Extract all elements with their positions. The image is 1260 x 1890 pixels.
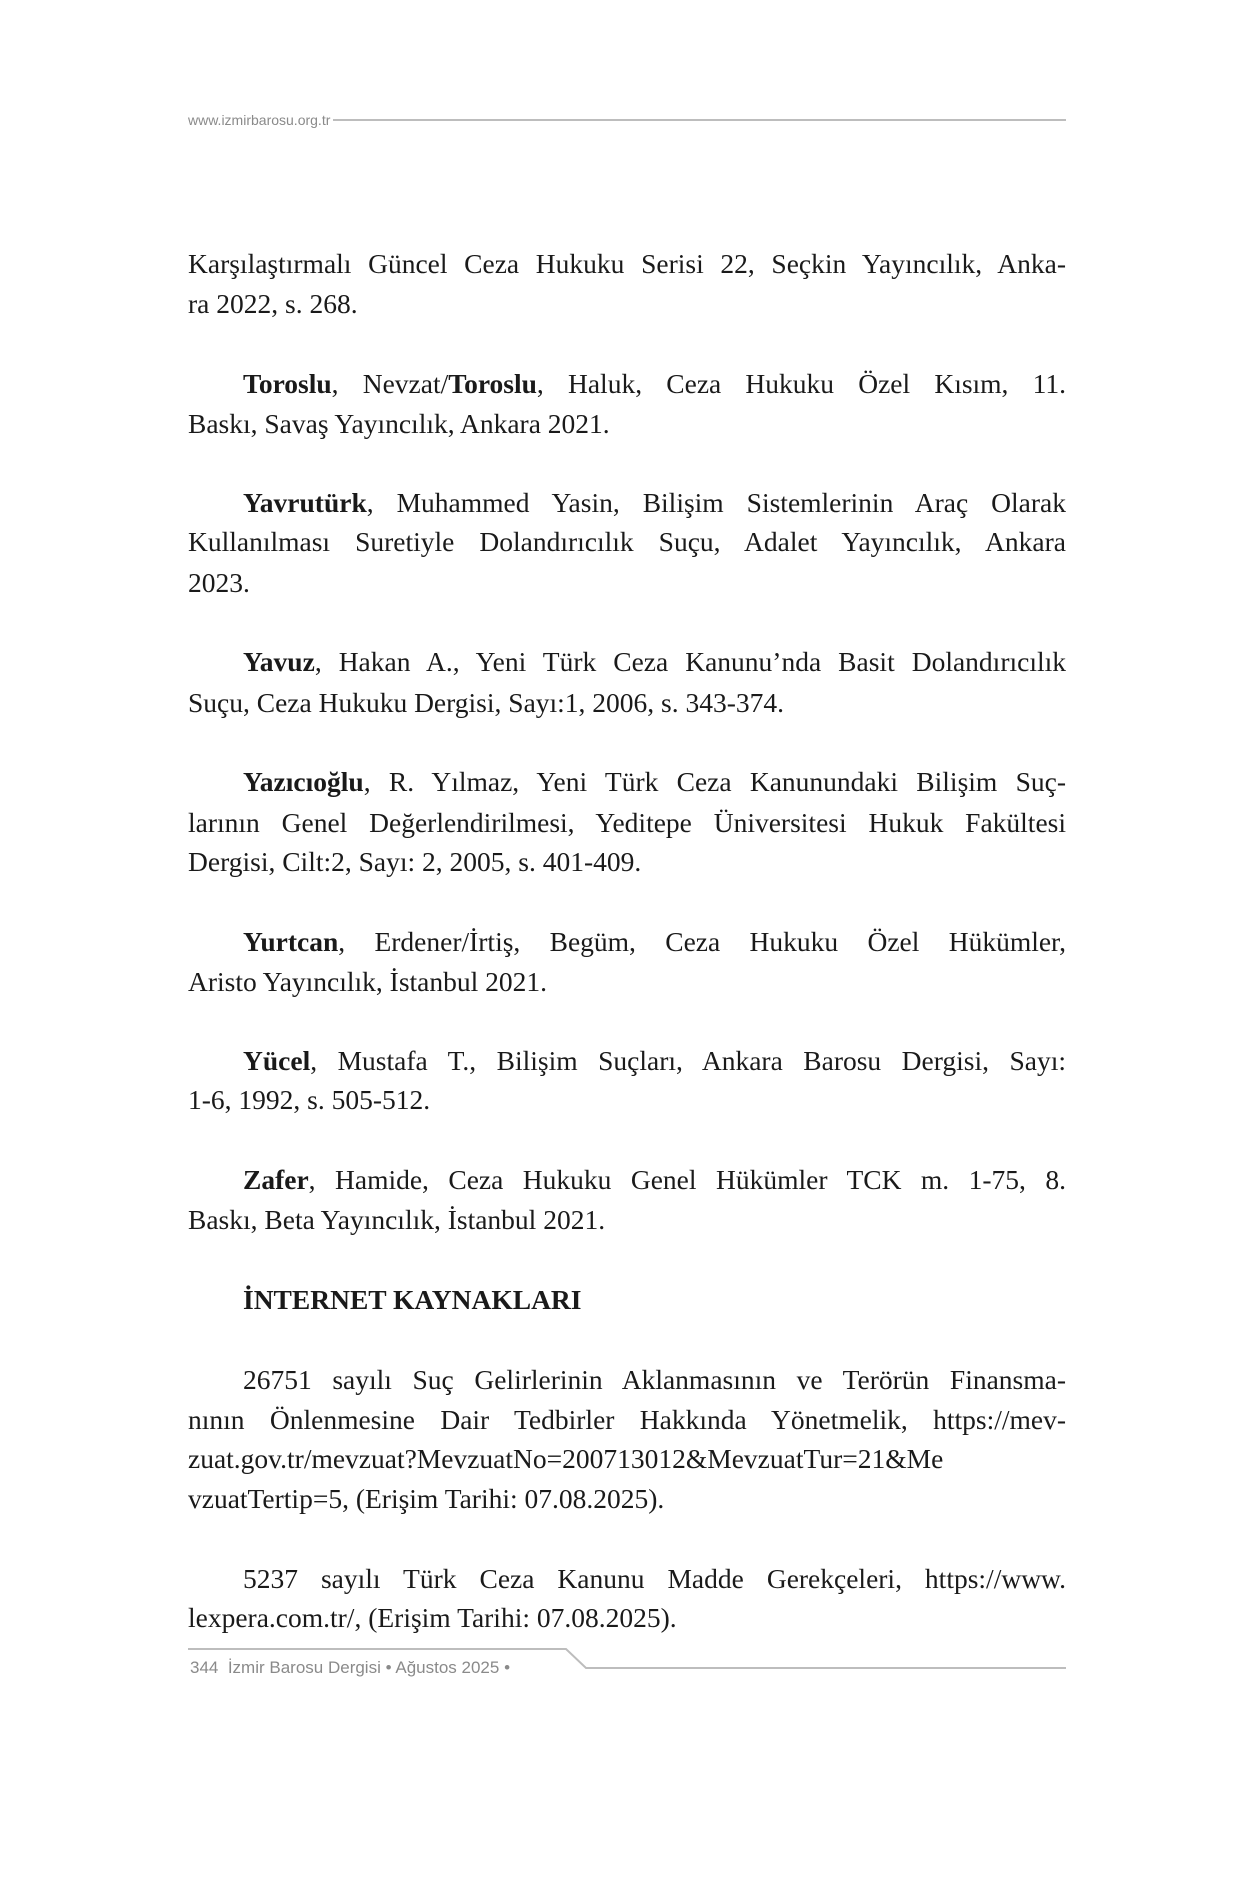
text-line <box>188 1080 1066 1120</box>
text-segment: Baskı, Savaş Yayıncılık, Ankara 2021. <box>188 408 610 439</box>
author-surname: Yavrutürk <box>243 487 367 518</box>
text-segment: 1-6, 1992, s. 505-512. <box>188 1084 431 1115</box>
author-surname: İNTERNET KAYNAKLARI <box>243 1284 582 1315</box>
header-url: www.izmirbarosu.org.tr <box>188 112 331 128</box>
text-segment: , Erdener/İrtiş, Begüm, Ceza Hukuku Özel Hükümler, <box>338 926 1066 957</box>
text-line <box>188 1200 1066 1240</box>
author-surname: Toroslu <box>243 368 332 399</box>
text-line <box>188 803 1066 843</box>
text-line <box>188 962 1066 1002</box>
text-segment: vzuatTertip=5, (Erişim Tarihi: 07.08.2025). <box>188 1483 665 1514</box>
section-heading <box>188 1280 1066 1320</box>
issue-date: Ağustos 2025 <box>395 1658 500 1677</box>
text-segment: , Muhammed Yasin, Bilişim Sistemlerinin Araç Olarak <box>366 487 1066 518</box>
text-segment: lexpera.com.tr/, (Erişim Tarihi: 07.08.2025). <box>188 1602 677 1633</box>
text-line <box>188 1041 1066 1081</box>
page-footer <box>188 1646 1066 1686</box>
text-segment: ra 2022, s. 268. <box>188 288 358 319</box>
text-line <box>188 1479 1066 1519</box>
text-line <box>188 404 1066 444</box>
text-segment: , Hamide, Ceza Hukuku Genel Hükümler TCK m. 1-75, 8. <box>308 1164 1066 1195</box>
author-surname: Zafer <box>243 1164 309 1195</box>
text-segment: , R. Yılmaz, Yeni Türk Ceza Kanunundaki Bilişim Suç- <box>363 766 1066 797</box>
text-line <box>188 522 1066 562</box>
footer-text <box>190 1658 510 1678</box>
text-line <box>188 364 1066 404</box>
text-segment: Baskı, Beta Yayıncılık, İstanbul 2021. <box>188 1204 606 1235</box>
text-line <box>188 1439 1066 1479</box>
text-segment: Kullanılması Suretiyle Dolandırıcılık Suçu, Adalet Yayıncılık, Ankara <box>188 526 1066 557</box>
text-segment: 2023. <box>188 567 250 598</box>
text-segment: zuat.gov.tr/mevzuat?MevzuatNo=200713012&MevzuatTur=21&Me <box>188 1443 944 1474</box>
journal-name: İzmir Barosu Dergisi <box>227 1658 381 1677</box>
text-segment: larının Genel Değerlendirilmesi, Yeditepe Üniversitesi Hukuk Fakültesi <box>188 807 1066 838</box>
text-segment: , Mustafa T., Bilişim Suçları, Ankara Barosu Dergisi, Sayı: <box>310 1045 1066 1076</box>
text-line <box>188 1360 1066 1400</box>
text-segment: Aristo Yayıncılık, İstanbul 2021. <box>188 966 548 997</box>
text-line <box>188 284 1066 324</box>
text-segment: Karşılaştırmalı Güncel Ceza Hukuku Serisi 22, Seçkin Yayıncılık, Anka- <box>188 248 1066 279</box>
text-line <box>188 1559 1066 1599</box>
author-surname: Yazıcıoğlu <box>243 766 364 797</box>
text-line <box>188 762 1066 802</box>
text-line <box>188 1160 1066 1200</box>
text-line <box>188 563 1066 603</box>
text-line <box>188 1400 1066 1440</box>
text-segment: nının Önlenmesine Dair Tedbirler Hakkında Yönetmelik, https://mev- <box>188 1404 1066 1435</box>
author-surname: Yavuz <box>243 646 315 677</box>
text-line <box>188 683 1066 723</box>
text-line <box>188 1598 1066 1638</box>
text-segment: 26751 sayılı Suç Gelirlerinin Aklanmasının ve Terörün Finansma- <box>243 1364 1066 1395</box>
page-number: 344 <box>190 1658 219 1677</box>
header-rule <box>333 119 1066 121</box>
text-segment: Suçu, Ceza Hukuku Dergisi, Sayı:1, 2006, s. 343-374. <box>188 687 785 718</box>
author-surname: Yücel <box>243 1045 311 1076</box>
text-segment: 5237 sayılı Türk Ceza Kanunu Madde Gerekçeleri, https://www. <box>243 1563 1066 1594</box>
text-line <box>188 483 1066 523</box>
bullet: • <box>504 1658 511 1677</box>
page-header <box>188 112 1066 128</box>
text-segment: , Haluk, Ceza Hukuku Özel Kısım, 11. <box>536 368 1066 399</box>
text-segment: , Hakan A., Yeni Türk Ceza Kanunu’nda Basit Dolandırıcılık <box>314 646 1066 677</box>
bullet: • <box>385 1658 392 1677</box>
author-surname: Toroslu <box>448 368 537 399</box>
text-line <box>188 642 1066 682</box>
text-line <box>188 922 1066 962</box>
author-surname: Yurtcan <box>243 926 339 957</box>
text-line <box>188 842 1066 882</box>
text-segment: , Nevzat/ <box>331 368 449 399</box>
text-segment: Dergisi, Cilt:2, Sayı: 2, 2005, s. 401-409. <box>188 846 642 877</box>
text-line <box>188 244 1066 284</box>
